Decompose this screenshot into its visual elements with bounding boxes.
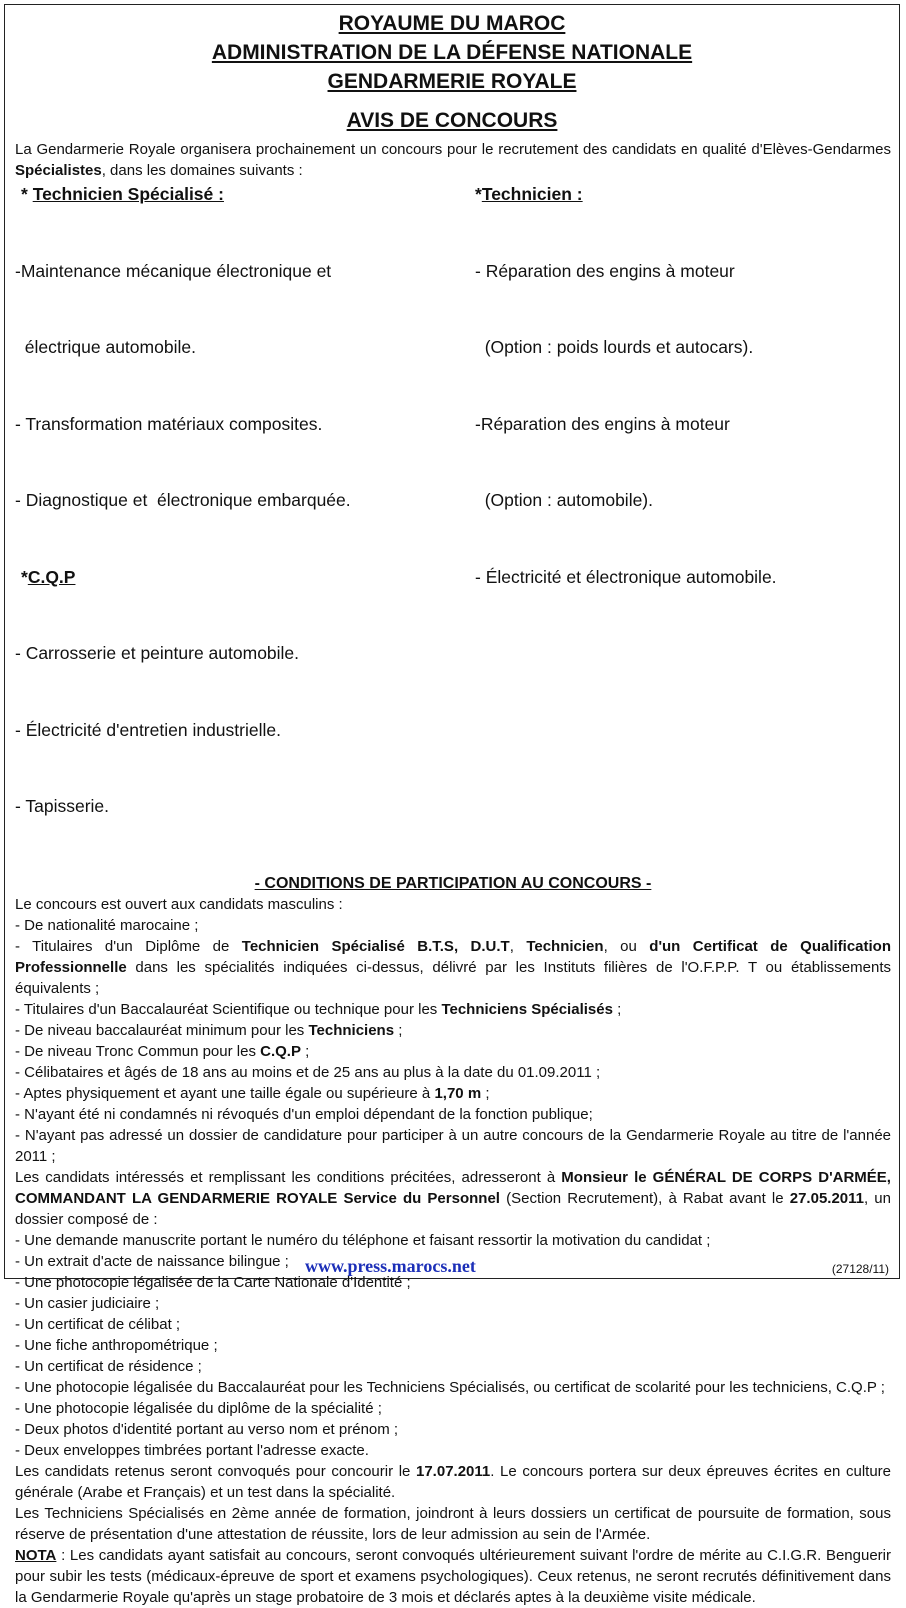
technicien-star: * <box>475 184 482 204</box>
ts-list <box>15 208 475 565</box>
condition-bold: 1,70 m <box>434 1084 482 1102</box>
list-item: - Un certificat de résidence ; <box>15 1357 202 1375</box>
intro-bold: Spécialistes <box>15 162 102 179</box>
list-item: - Une photocopie légalisée du diplôme de la spécialité ; <box>15 1399 382 1417</box>
header-line-administration: ADMINISTRATION DE LA DÉFENSE NATIONALE <box>211 41 693 64</box>
convocation-paragraph <box>15 1461 891 1503</box>
document-body <box>5 139 899 1608</box>
conditions-intro: Le concours est ouvert aux candidats masculins : <box>15 895 343 913</box>
list-item: - Deux enveloppes timbrées portant l'adresse exacte. <box>15 1441 369 1459</box>
domains-left-column <box>15 182 475 871</box>
condition-item: - N'ayant pas adressé un dossier de candidature pour participer à un autre concours de la Gendarmerie Royale au titre de l'année 2011 ; <box>15 1126 891 1165</box>
condition-bold: Techniciens <box>308 1021 395 1039</box>
list-item: - Une fiche anthropométrique ; <box>15 1336 218 1354</box>
condition-text: ; <box>394 1021 403 1039</box>
header <box>5 9 899 96</box>
condition-text: ; <box>481 1084 490 1102</box>
dossier-text: Les candidats intéressés et remplissant les conditions précitées, adresseront à <box>15 1168 562 1186</box>
condition-text: ; <box>300 1042 310 1060</box>
list-item: - Électricité d'entretien industrielle. <box>15 719 281 740</box>
list-item: (Option : automobile). <box>475 490 653 510</box>
ts-star: * <box>21 184 33 204</box>
condition-text: - De niveau Tronc Commun pour les <box>15 1042 261 1060</box>
list-item: - Réparation des engins à moteur <box>475 260 735 281</box>
condition-bold: d'un Certificat de Qualification Professionnelle <box>15 937 891 976</box>
condition-item: - Célibataires et âgés de 18 ans au moins et de 25 ans au plus à la date du 01.09.2011 ; <box>15 1063 601 1081</box>
website-link[interactable]: www.press.marocs.net <box>305 1256 476 1276</box>
convocation-text: . Le concours portera sur deux épreuves écrites en culture générale (Arabe et Français) et un test dans la spécialité. <box>15 1462 891 1501</box>
dossier-paragraph <box>15 1167 891 1230</box>
list-item: - Deux photos d'identité portant au verso nom et prénom ; <box>15 1420 399 1438</box>
reference-number: (27128/11) <box>831 1262 889 1276</box>
condition-item <box>15 936 891 999</box>
list-item: - Diagnostique et électronique embarquée. <box>15 490 351 510</box>
domains-columns <box>15 182 891 871</box>
condition-text: , <box>509 937 527 955</box>
technicien-title: Technicien : <box>481 184 583 204</box>
condition-bold: Technicien <box>526 937 604 955</box>
cqp-list <box>15 590 475 871</box>
list-item: - Un certificat de célibat ; <box>15 1315 181 1333</box>
condition-text: - De niveau baccalauréat minimum pour les <box>15 1021 309 1039</box>
technicien-heading <box>475 182 891 208</box>
nota-label: NOTA <box>15 1546 57 1564</box>
conditions-list <box>15 894 891 1167</box>
cqp-title: C.Q.P <box>27 566 76 587</box>
convocation-text: Les candidats retenus seront convoqués pour concourir le <box>15 1462 416 1480</box>
condition-bold: C.Q.P <box>260 1042 301 1060</box>
page-title: AVIS DE CONCOURS <box>346 109 558 132</box>
intro-text: La Gendarmerie Royale organisera prochainement un concours pour le recrutement des candidats en qualité d'Elèves-Gendarmes <box>15 141 891 158</box>
domains-right-column <box>475 182 891 871</box>
condition-text: - Titulaires d'un Baccalauréat Scientifique ou technique pour les <box>15 1000 442 1018</box>
cqp-star: * <box>21 566 28 587</box>
announcement-page <box>4 4 900 1606</box>
list-item: - Un extrait d'acte de naissance bilingue ; <box>15 1252 289 1270</box>
list-item: - Un casier judiciaire ; <box>15 1294 160 1312</box>
nota-text: : Les candidats ayant satisfait au concours, seront convoqués ultérieurement suivant l'ordre de mérite au C.I.G.R. Benguerir pour subir les tests (médicaux-épreuve de sport et examens psychologiques). Ceux retenus, ne seront recrutés définitivement dans la Gendarmerie Royale qu'après un stage probatoire de 3 mois et déclarés aptes à la deuxième visite médicale. <box>15 1546 891 1606</box>
list-item: - Une photocopie légalisée de la Carte Nationale d'Identité ; <box>15 1273 411 1291</box>
nota-paragraph <box>15 1545 891 1608</box>
ts-note-paragraph: Les Techniciens Spécialisés en 2ème année de formation, joindront à leurs dossiers un certificat de poursuite de formation, sous réserve de présentation d'une attestation de réussite, lors de leur admission au sein de l'Armée. <box>15 1504 891 1543</box>
list-item: - Électricité et électronique automobile. <box>475 566 777 587</box>
ts-title: Technicien Spécialisé : <box>32 184 224 204</box>
condition-text: ; <box>612 1000 622 1018</box>
intro-paragraph <box>15 139 891 181</box>
list-item: -Réparation des engins à moteur <box>475 413 730 434</box>
conditions-title: - CONDITIONS DE PARTICIPATION AU CONCOURS - <box>254 874 652 892</box>
list-item: électrique automobile. <box>15 337 196 357</box>
header-line-gendarmerie: GENDARMERIE ROYALE <box>327 70 577 93</box>
condition-text: dans les spécialités indiquées ci-dessus, délivré par les Instituts filières de l'O.F.P.P. T ou établissements équivalents ; <box>15 958 891 997</box>
dossier-deadline: 27.05.2011 <box>789 1189 864 1207</box>
condition-text: , ou <box>603 937 650 955</box>
list-item: (Option : poids lourds et autocars). <box>475 337 754 357</box>
list-item: - Une demande manuscrite portant le numéro du téléphone et faisant ressortir la motivation du candidat ; <box>15 1231 711 1249</box>
condition-item <box>15 1083 891 1104</box>
convocation-date: 17.07.2011 <box>416 1462 491 1480</box>
list-item: - Carrosserie et peinture automobile. <box>15 643 300 663</box>
ts-heading <box>15 182 475 208</box>
condition-item <box>15 1041 891 1062</box>
condition-bold: Techniciens Spécialisés <box>441 1000 613 1018</box>
list-item: -Maintenance mécanique électronique et <box>15 260 332 281</box>
dossier-text: (Section Recrutement), à Rabat avant le <box>499 1189 790 1207</box>
list-item: - Tapisserie. <box>15 796 110 816</box>
condition-text: - Titulaires d'un Diplôme de <box>15 937 242 955</box>
dossier-recipient: Monsieur le GÉNÉRAL DE CORPS D'ARMÉE, COMMANDANT LA GENDARMERIE ROYALE Service du Personnel <box>15 1168 891 1207</box>
dossier-text: , un dossier composé de : <box>15 1189 891 1228</box>
technicien-list <box>475 208 891 642</box>
cqp-heading <box>15 565 475 591</box>
condition-item <box>15 1020 891 1041</box>
condition-item: - N'ayant été ni condamnés ni révoqués d'un emploi dépendant de la fonction publique; <box>15 1105 593 1123</box>
condition-bold: Technicien Spécialisé B.T.S, D.U.T <box>241 937 510 955</box>
condition-text: - Aptes physiquement et ayant une taille égale ou supérieure à <box>15 1084 435 1102</box>
header-line-kingdom: ROYAUME DU MAROC <box>338 12 566 35</box>
list-item: - Transformation matériaux composites. <box>15 413 323 434</box>
intro-text-end: , dans les domaines suivants : <box>101 162 303 179</box>
condition-item: - De nationalité marocaine ; <box>15 916 199 934</box>
condition-item <box>15 999 891 1020</box>
list-item: - Une photocopie légalisée du Baccalauréat pour les Techniciens Spécialisés, ou certificat de scolarité pour les techniciens, C.Q.P ; <box>15 1378 885 1396</box>
